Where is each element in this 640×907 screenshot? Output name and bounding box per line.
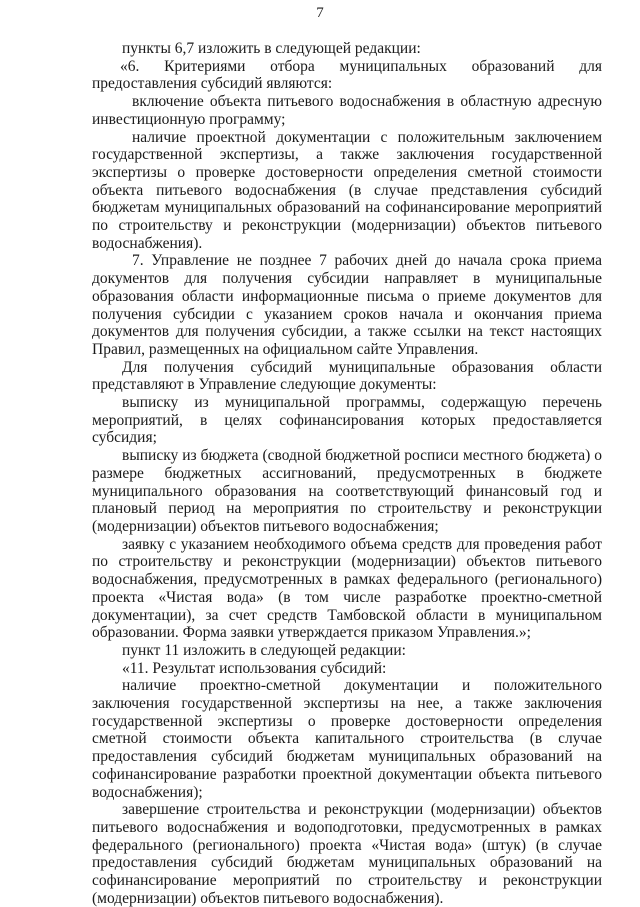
document-body [92, 40, 602, 907]
paragraph-document-program-extract: выписку из муниципальной программы, содержащую перечень мероприятий, в целях софинансирования которых предоставляется субсидия; [92, 394, 602, 447]
paragraph-amend-item-11: пункт 11 изложить в следующей редакции: [122, 641, 406, 659]
paragraph-documents-intro: Для получения субсидий муниципальные образования области представляют в Управление следующие документы: [92, 358, 602, 394]
paragraph-document-budget-extract: выписку из бюджета (сводной бюджетной росписи местного бюджета) о размере бюджетных ассигнований, предусмотренных в бюджете муниципального образования на соответствующий финансовый год и плановый период на мероприятия по строительству и реконструкции (модернизации) объектов питьевого водоснабжения; [92, 447, 602, 535]
paragraph-result-construction-completion: завершение строительства и реконструкции (модернизации) объектов питьевого водоснабжения и водоподготовки, предусмотренных в рамках федерального (регионального) проекта «Чистая вода» (штук) (в случае предоставления субсидий бюджетам муниципальных образований на софинансирование мероприятий по строительству и реконструкции (модернизации) объектов питьевого водоснабжения). [92, 801, 602, 907]
paragraph-criterion-investment-program: включение объекта питьевого водоснабжения в областную адресную инвестиционную программу; [92, 93, 602, 128]
paragraph-criterion-project-documentation: наличие проектной документации с положительным заключением государственной экспертизы, а также заключения государственной экспертизы о проверке достоверности определения сметной стоимости объекта питьевого водоснабжения (в случае представления субсидий бюджетам муниципальных образований на софинансирование мероприятий по строительству и реконструкции (модернизации) объектов питьевого водоснабжения). [92, 128, 602, 252]
paragraph-item-6-heading: «6. Критериями отбора муниципальных образований для предоставления субсидий являются: [92, 57, 602, 93]
paragraph-item-7: 7. Управление не позднее 7 рабочих дней до начала срока приема документов для получения субсидии направляет в муниципальные образования области информационные письма о приеме документов для получения субсидии с указанием сроков начала и окончания приема документов для получения субсидии, а также ссылки на текст настоящих Правил, размещенных на официальном сайте Управления. [92, 252, 602, 358]
paragraph-document-application: заявку с указанием необходимого объема средств для проведения работ по строительству и реконструкции (модернизации) объектов питьевого водоснабжения, предусмотренных в рамках федерального (регионального) проекта «Чистая вода» (в том числе разработке проектно-сметной документации), за счет средств Тамбовской области в муниципальном образовании. Форма заявки утверждается приказом Управления.»; [92, 535, 602, 642]
paragraph-item-11-heading: «11. Результат использования субсидий: [122, 659, 387, 677]
paragraph-result-design-documentation: наличие проектно-сметной документации и положительного заключения государственной экспертизы на нее, а также заключения государственной экспертизы о проверке достоверности определения сметной стоимости объекта капитального строительства (в случае предоставления субсидий бюджетам муниципальных образований на софинансирование разработки проектной документации объекта питьевого водоснабжения); [92, 677, 602, 801]
paragraph-amend-items-6-7: пункты 6,7 изложить в следующей редакции: [122, 40, 421, 57]
page-number: 7 [316, 5, 324, 21]
